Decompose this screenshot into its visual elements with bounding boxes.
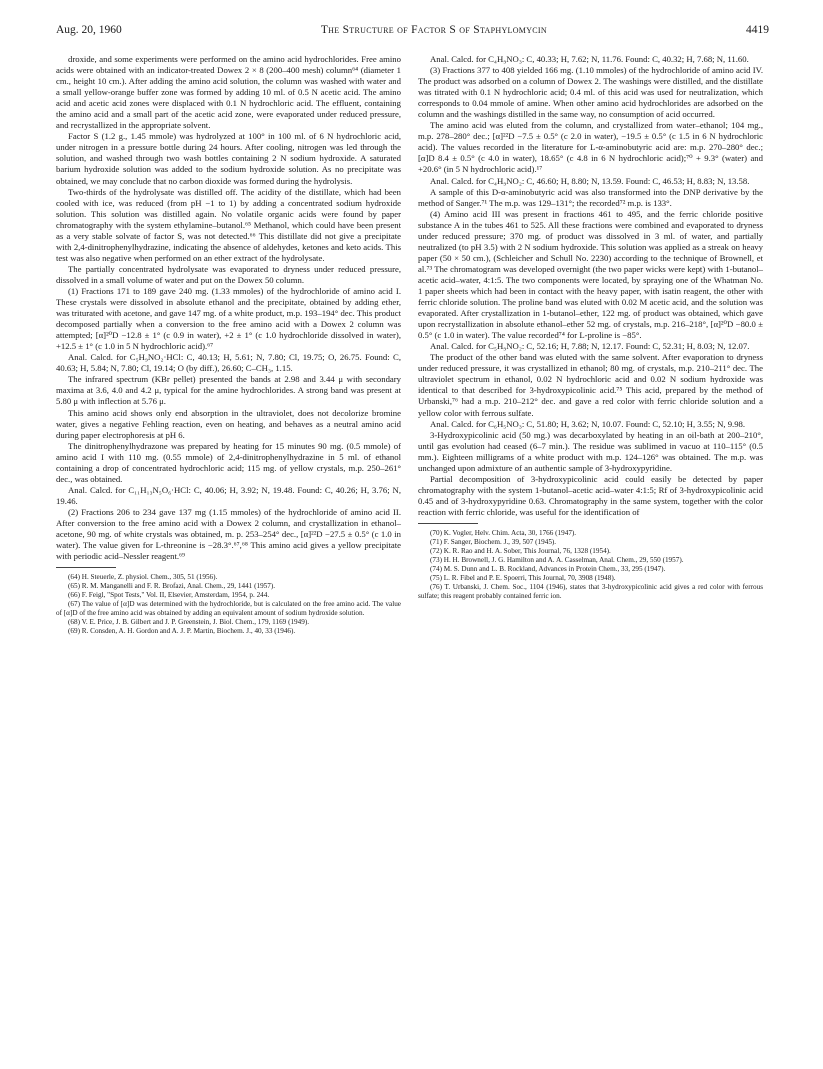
paragraph: (3) Fractions 377 to 408 yielded 166 mg. (1.10 mmoles) of the hydrochloride of amino acid IV. The product was adsorbed on a column of Dowex 2. The washings were distilled, and the distillate was titrated with 0.1 N hydrochloric acid; 0.4 ml. of this acid was used for neutralization, which corresponds to 0.04 mmole of amine. When other amino acid hydrochlorides are adsorbed on the column and the washings distilled in the same way, no consumption of acid occurred. — [418, 65, 763, 120]
paragraph: Partial decomposition of 3-hydroxypicolinic acid could easily be detected by paper chromatography with the system 1-butanol–acetic acid–water 4:1:5; Rf of 3-hydroxypicolinic acid 0.45 and of 3-hydroxypyridine 0.63. Chromatography in the same system, together with the color reaction with ferric chloride, was useful for the identification of — [418, 473, 763, 517]
paragraph: Anal. Calcd. for C₄H₉NO₃: C, 40.33; H, 7.62; N, 11.76. Found: C, 40.32; H, 7.68; N, 11.60. — [430, 54, 749, 64]
paragraph: (1) Fractions 171 to 189 gave 240 mg. (1.33 mmoles) of the hydrochloride of amino acid I. These crystals were dissolved in absolute ethanol and the precipitate, obtained by adding ether, was triturated with acetone, and gave 147 mg. of a white product, m.p. 193–194° dec. This product decomposed partially when a conversion to the free amino acid with a Dowex 2 column was attempted; [α]²⁰D −12.8 ± 1° (c 0.9 in water), +2 ± 1° (c 1.0 hydrochloride dissolved in water), +12.5 ± 1° (c 1.0 in 5 N hydrochloric acid).⁶⁷ — [56, 285, 401, 352]
footnote: (65) R. M. Manganelli and F. R. Brofazi, Anal. Chem., 29, 1441 (1957). — [68, 582, 276, 591]
footnote: (67) The value of [α]D was determined with the hydrochloride, but is calculated on the free amino acid. The value of [α]D of the free amino acid was obtained by adding an equivalent amount of sodium hydroxide solution. — [56, 600, 401, 618]
paragraph: Anal. Calcd. for C₆H₅NO₃: C, 51.80; H, 3.62; N, 10.07. Found: C, 52.10; H, 3.55; N, 9.98. — [430, 418, 746, 429]
paragraph: droxide, and some experiments were performed on the amino acid hydrochlorides. Free amino acids were obtained with an indicator-treated Dowex 2 × 8 (200–400 mesh) column⁶⁴ (diameter 1 cm., height 10 cm.). After adding the amino acid solution, the column was washed with water and a small yellow-orange buffer zone was formed by adding 10 ml. of 0.5 N acetic acid. The amino acid and acetic acid zones were displaced with 0.1 N hydrochloric acid. The effluent, containing the amino acid and a small part of the acetic acid zone, were evaporated under reduced pressure, and recrystallized in the appropriate solvent. — [56, 54, 401, 131]
paragraph: Anal. Calcd. for C₅H₉NO₂: C, 52.16; H, 7.88; N, 12.17. Found: C, 52.31; H, 8.03; N, 12.07. — [430, 341, 750, 352]
right-column — [418, 54, 763, 601]
right-footnotes — [418, 529, 763, 601]
footnote-rule — [418, 523, 478, 525]
footnote: (74) M. S. Dunn and L. B. Rockland, Advances in Protein Chem., 33, 295 (1947). — [430, 565, 666, 574]
footnote: (71) F. Sanger, Biochem. J., 39, 507 (1945). — [430, 538, 557, 547]
footnote: (76) T. Urbanski, J. Chem. Soc., 1104 (1946), states that 3-hydroxypicolinic acid gives a red color with ferrous sulfate; this reagent probably contained ferric ion. — [418, 583, 763, 601]
paragraph: Factor S (1.2 g., 1.45 mmole) was hydrolyzed at 100° in 100 ml. of 6 N hydrochloric acid, under nitrogen in a pressure bottle during 24 hours. After cooling, nitrogen was led through the solution, and washed through two wash bottles containing 2 N sodium hydroxide. A saturated barium hydroxide solution was added to the sodium hydroxide solution. As no precipitate was obtained, we may conclude that no carbon dioxide was formed during the hydrolysis. — [56, 131, 401, 186]
footnote: (70) K. Vogler, Helv. Chim. Acta, 30, 1766 (1947). — [430, 528, 577, 537]
paragraph: The product of the other band was eluted with the same solvent. After evaporation to dryness under reduced pressure, it was crystallized in ethanol; 80 mg. of crystals, m.p. 210–211° dec. The ultraviolet spectrum in ethanol, 0.02 N hydrochloric acid and 0.02 N sodium hydroxide was identical to that described for 3-hydroxypicolinic acid.⁷⁵ This acid, prepared by the method of Urbanski,⁷⁶ had a m.p. 210–212° dec. and gave a red color with ferric chloride solution and a yellow color with ferrous sulfate. — [418, 352, 763, 418]
paragraph: (2) Fractions 206 to 234 gave 137 mg (1.15 mmoles) of the hydrochloride of amino acid II. After conversion to the free amino acid with a Dowex 2 column, and crystallization in ethanol–acetone, 90 mg. of white crystals was obtained, m. p. 253–254° dec., [α]²²D −27.5 ± 0.5° (c 1.0 in water). The value given for L-threonine is −28.3°.⁶⁷,⁶⁸ This amino acid gives a yellow precipitate with periodic acid–Nessler reagent.⁶⁹ — [56, 506, 401, 562]
paragraph: 3-Hydroxypicolinic acid (50 mg.) was decarboxylated by heating in an oil-bath at 200–210°, until gas evolution had ceased (6–7 min.). The residue was sublimed in vacuo at 110–115° (0.5 mm.). Eighteen milligrams of a white product with m.p. 124–126° was obtained. The m.p. was unchanged upon admixture of an authentic sample of 3-hydroxypyridine. — [418, 429, 763, 473]
paragraph: The amino acid was eluted from the column, and crystallized from water–ethanol; 104 mg., m.p. 278–280° dec.; [α]²²D −7.5 ± 0.5° (c 2.0 in water), −19.5 ± 0.5° (c 1.5 in 6 N hydrochloric acid). The values recorded in the literature for L-α-aminobutyric acid are: m.p. 270–280° dec.; [α]D 8.4 ± 0.5° (c 4.0 in water), 18.65° (c 4.8 in 6 N hydrochloric acid);⁷⁰ + 9.3° (water) and +20.6° (in 5 N hydrochloric acid).¹⁷ — [418, 120, 763, 175]
header-date: Aug. 20, 1960 — [56, 24, 122, 36]
footnote: (69) R. Consden, A. H. Gordon and A. J. P. Martin, Biochem. J., 40, 33 (1946). — [68, 627, 296, 636]
paragraph: Anal. Calcd. for C₁₁H₁₃N₅O₆·HCl: C, 40.06; H, 3.92; N, 19.48. Found: C, 40.26; H, 3.76; N, 19.46. — [56, 484, 401, 506]
footnote: (72) K. R. Rao and H. A. Sober, This Journal, 76, 1328 (1954). — [430, 547, 611, 556]
footnote: (66) F. Feigl, "Spot Tests," Vol. II, Elsevier, Amsterdam, 1954, p. 244. — [68, 591, 270, 600]
running-header — [56, 24, 769, 44]
header-title: The Structure of Factor S of Staphylomycin — [320, 24, 547, 36]
paragraph: Two-thirds of the hydrolysate was distilled off. The acidity of the distillate, which had been cooled with ice, was reduced (from pH −1 to 1) by adding a concentrated sodium hydroxide solution. This solution was distilled again. No volatile organic acids were found by paper chromatography with the system ethylamine–butanol.⁶⁵ Methanol, which could have been present as a very stable solvate of factor S, was not detected.⁶⁶ This distillate did not give a precipitate with 2,4-dinitrophenylhydrazine, indicating the absence of aldehydes, ketones and keto acids. This test was also negative when performed on an ether extract of the hydrolysate. — [56, 186, 401, 263]
footnote: (68) V. E. Price, J. B. Gilbert and J. P. Greenstein, J. Biol. Chem., 179, 1169 (1949). — [68, 618, 310, 627]
left-column — [56, 54, 401, 636]
paragraph: The infrared spectrum (KBr pellet) presented the bands at 2.98 and 3.44 μ with secondary maxima at 3.6, 4.0 and 4.2 μ, typical for the amine hydrochlorides. A strong band was present at 5.80 μ with inflection at 5.76 μ. — [56, 374, 401, 407]
footnote-rule — [56, 567, 116, 569]
left-footnotes — [56, 573, 401, 636]
footnote: (73) H. H. Brownell, J. G. Hamilton and A. A. Casselman, Anal. Chem., 29, 550 (1957). — [430, 556, 684, 565]
paragraph: The dinitrophenylhydrazone was prepared by heating for 15 minutes 90 mg. (0.5 mmole) of amino acid I with 110 mg. (0.55 mmole) of 2,4-dinitrophenylhydrazine in 5 ml. of ethanol containing a drop of concentrated hydrochloric acid; 115 mg. of yellow crystals, m.p. 250–261° dec., was obtained. — [56, 440, 401, 484]
paragraph: Anal. Calcd. for C₅H₉NO₂·HCl: C, 40.13; H, 5.61; N, 7.80; Cl, 19.75; O, 26.75. Found: C, 40.63; H, 5.84; N, 7.80; Cl, 19.14; O (by diff.), 26.60; C–CH₃, 1.15. — [56, 352, 401, 374]
paragraph: The partially concentrated hydrolysate was evaporated to dryness under reduced pressure, dissolved in a small volume of water and put on the Dowex 50 column. — [56, 263, 401, 285]
paragraph: This amino acid shows only end absorption in the ultraviolet, does not decolorize bromine water, gives a negative Fehling reaction, even on heating, and behaves as a neutral amino acid during paper electrophoresis at pH 6. — [56, 407, 401, 440]
paragraph: Anal. Calcd. for C₄H₉NO₂: C, 46.60; H, 8.80; N, 13.59. Found: C, 46.53; H, 8.83; N, 13.58. — [430, 175, 750, 186]
paragraph: (4) Amino acid III was present in fractions 461 to 495, and the ferric chloride positive substance A in the tubes 461 to 525. All these fractions were combined and evaporated to dryness under reduced pressure; 370 mg. of product was dissolved in 3 ml. of water, and partially neutralized (to pH 3.5) with 2 N sodium hydroxide. This solution was applied as a streak on heavy paper (50 × 50 cm.), (Schleicher and Schull No. 2230) according to the technique of Brownell, et al.⁷³ The chromatogram was developed overnight (the two paper wicks were kept) with 1-butanol–acetic acid–water, 4:1:5. The two components were located, by spraying one of the Whatman No. 1 paper sheets which had been in contact with the heavy paper, with isatin reagent, the other with ferric chloride solution. The proline band was eluted with 0.02 M acetic acid, and the solution was evaporated. After crystallization in 1-butanol–ether, 122 mg. of product was obtained, which gave upon recrystallization in absolute ethanol–ether 52 mg. of crystals, m.p. 216–218°, [α]²⁰D −80.0 ± 0.5° (c 1.0 in water). The value recorded⁷⁴ for L-proline is −85°. — [418, 208, 763, 341]
footnote: (75) L. R. Fibel and P. E. Spoerri, This Journal, 70, 3908 (1948). — [430, 574, 616, 583]
footnote: (64) H. Steuerle, Z. physiol. Chem., 305, 51 (1956). — [68, 573, 218, 582]
paragraph: A sample of this D-α-aminobutyric acid was also transformed into the DNP derivative by the method of Sanger.⁷¹ The m.p. was 129–131°; the recorded⁷² m.p. is 133°. — [418, 186, 763, 208]
page-number: 4419 — [745, 24, 769, 36]
